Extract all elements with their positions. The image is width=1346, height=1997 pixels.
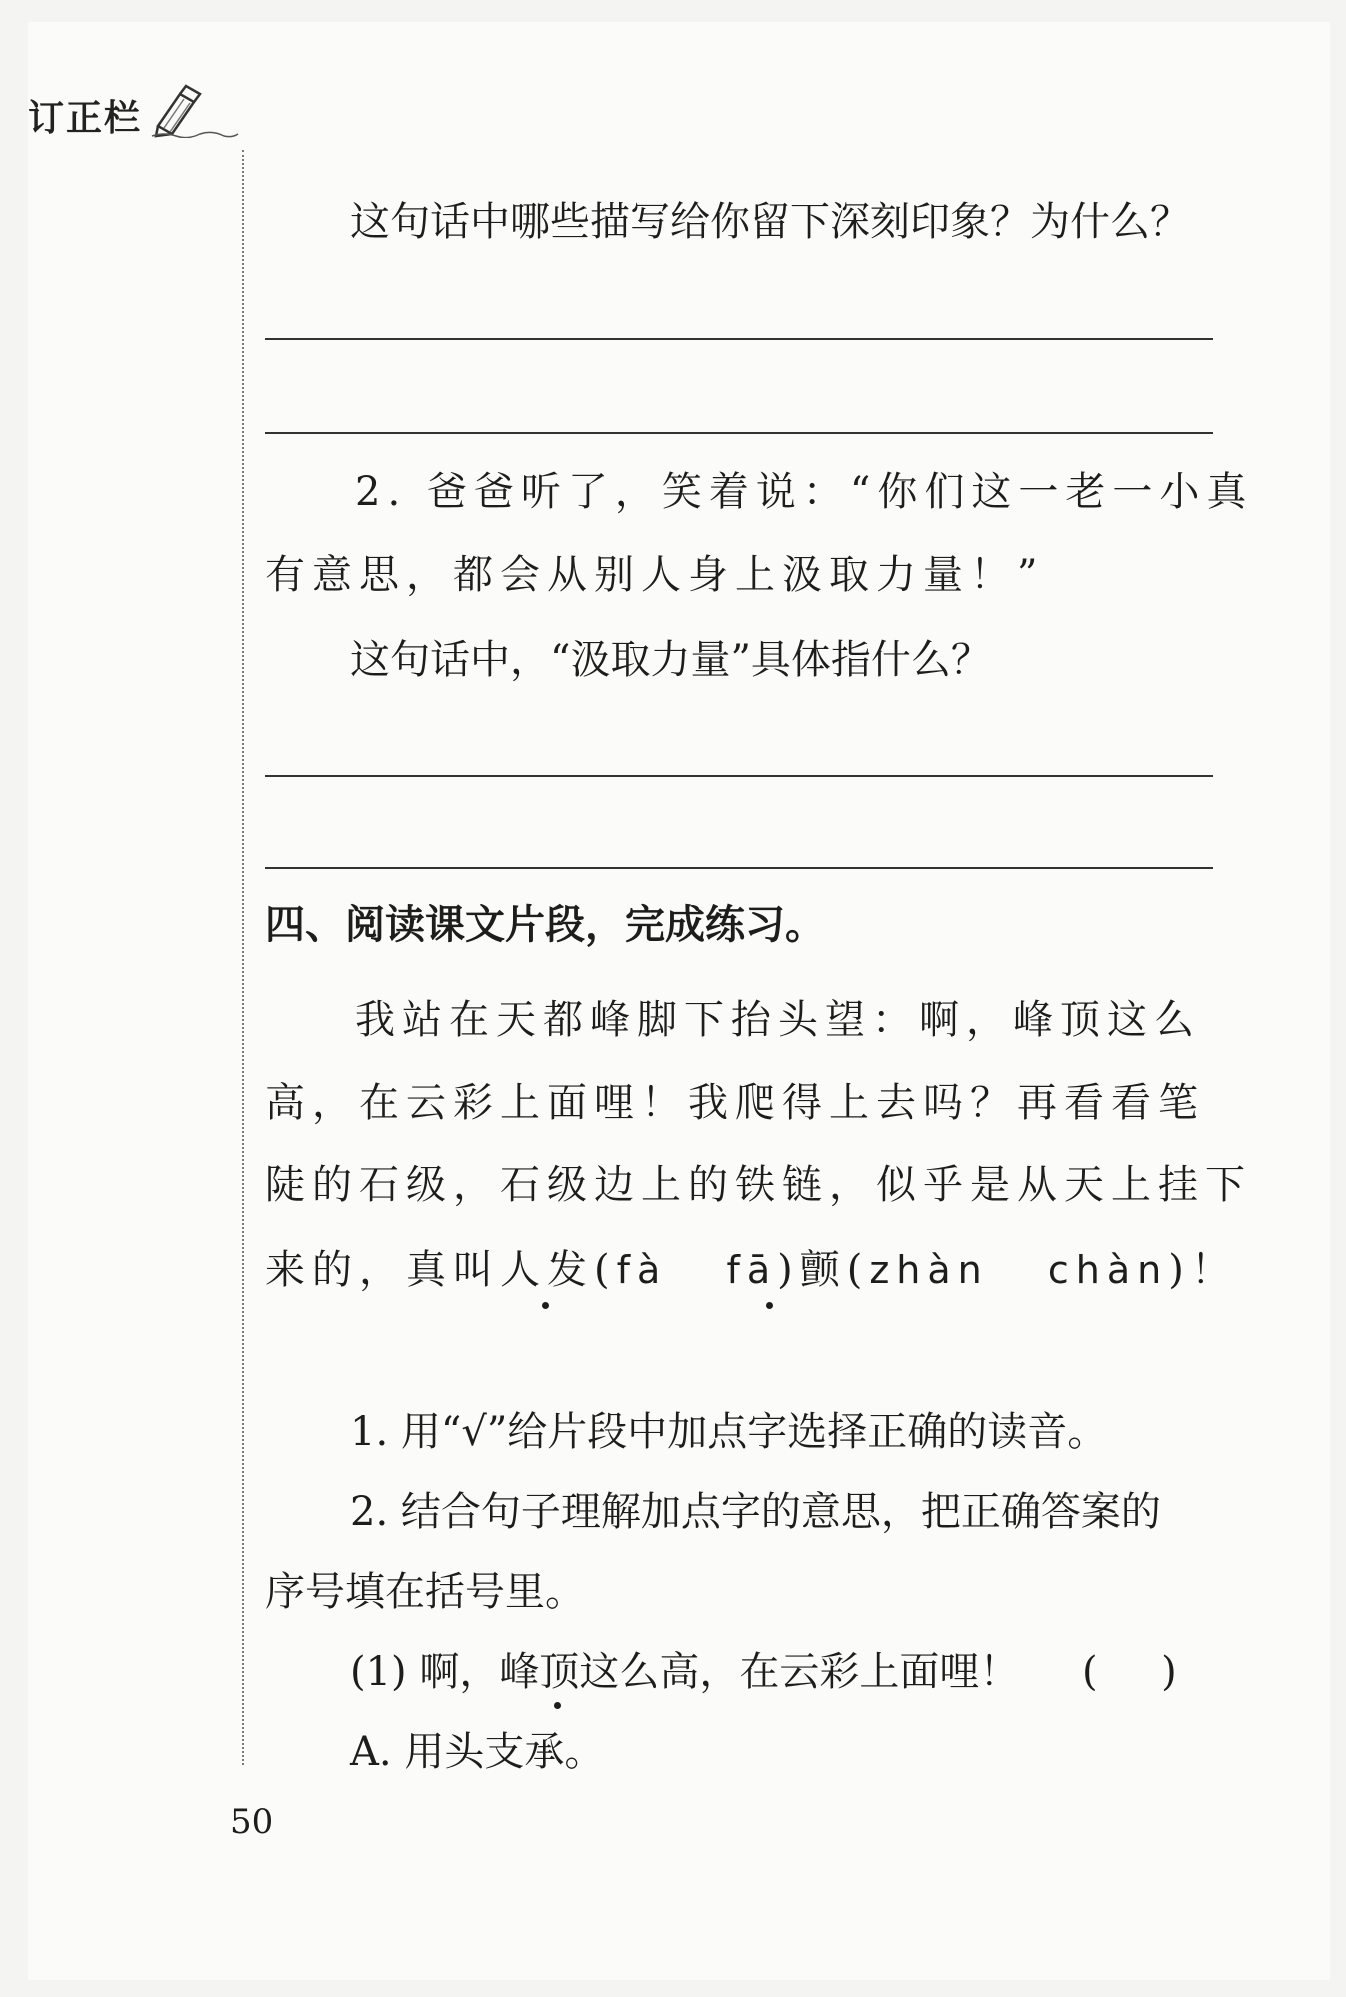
margin-dotted-divider (242, 150, 244, 1765)
q3-sub2-question: 这句话中，“汲取力量”具体指什么？ (350, 637, 991, 683)
q3-sub2-line2: 有意思，都会从别人身上汲取力量！” (265, 552, 1045, 598)
task2-line1: 2. 结合句子理解加点字的意思，把正确答案的 (350, 1489, 1161, 1535)
pinyin-option[interactable]: fà (616, 1248, 668, 1292)
passage-line (265, 1247, 1238, 1293)
page-number: 50 (230, 1802, 274, 1842)
pinyin-option[interactable]: chàn (1047, 1248, 1169, 1292)
emphasis-dot (542, 1302, 549, 1309)
q3-sub2-line1: 2. 爸爸听了，笑着说：“你们这一老一小真 (355, 469, 1254, 515)
pinyin-option[interactable]: fā (726, 1248, 778, 1292)
pinyin-option[interactable]: zhàn (869, 1248, 989, 1292)
answer-bracket[interactable]: ( ) (1082, 1649, 1177, 1695)
section4-heading: 四、阅读课文片段，完成练习。 (265, 902, 825, 948)
passage-text: )！ (1168, 1247, 1238, 1293)
answer-line (265, 867, 1213, 869)
passage-text: )颤( (777, 1247, 870, 1293)
answer-line (265, 432, 1213, 434)
passage-line: 陡的石级，石级边上的铁链，似乎是从天上挂下 (265, 1162, 1252, 1208)
correction-column-title: 订正栏 (28, 98, 143, 139)
option-a: A. 用头支承。 (350, 1729, 605, 1775)
answer-line (265, 338, 1213, 340)
task1: 1. 用“√”给片段中加点字选择正确的读音。 (350, 1409, 1108, 1455)
emphasis-dot (766, 1302, 773, 1309)
item1-text: (1) 啊，峰顶这么高，在云彩上面哩！ (350, 1649, 1020, 1695)
passage-line: 高，在云彩上面哩！我爬得上去吗？再看看笔 (265, 1080, 1205, 1126)
q3-sub1-question: 这句话中哪些描写给你留下深刻印象？为什么？ (350, 199, 1190, 245)
pencil-icon (150, 82, 240, 138)
task2-line2: 序号填在括号里。 (265, 1569, 585, 1615)
passage-text: 来的，真叫人发( (265, 1247, 617, 1293)
answer-line (265, 775, 1213, 777)
emphasis-dot (554, 1702, 561, 1709)
passage-line: 我站在天都峰脚下抬头望：啊，峰顶这么 (355, 997, 1201, 1043)
